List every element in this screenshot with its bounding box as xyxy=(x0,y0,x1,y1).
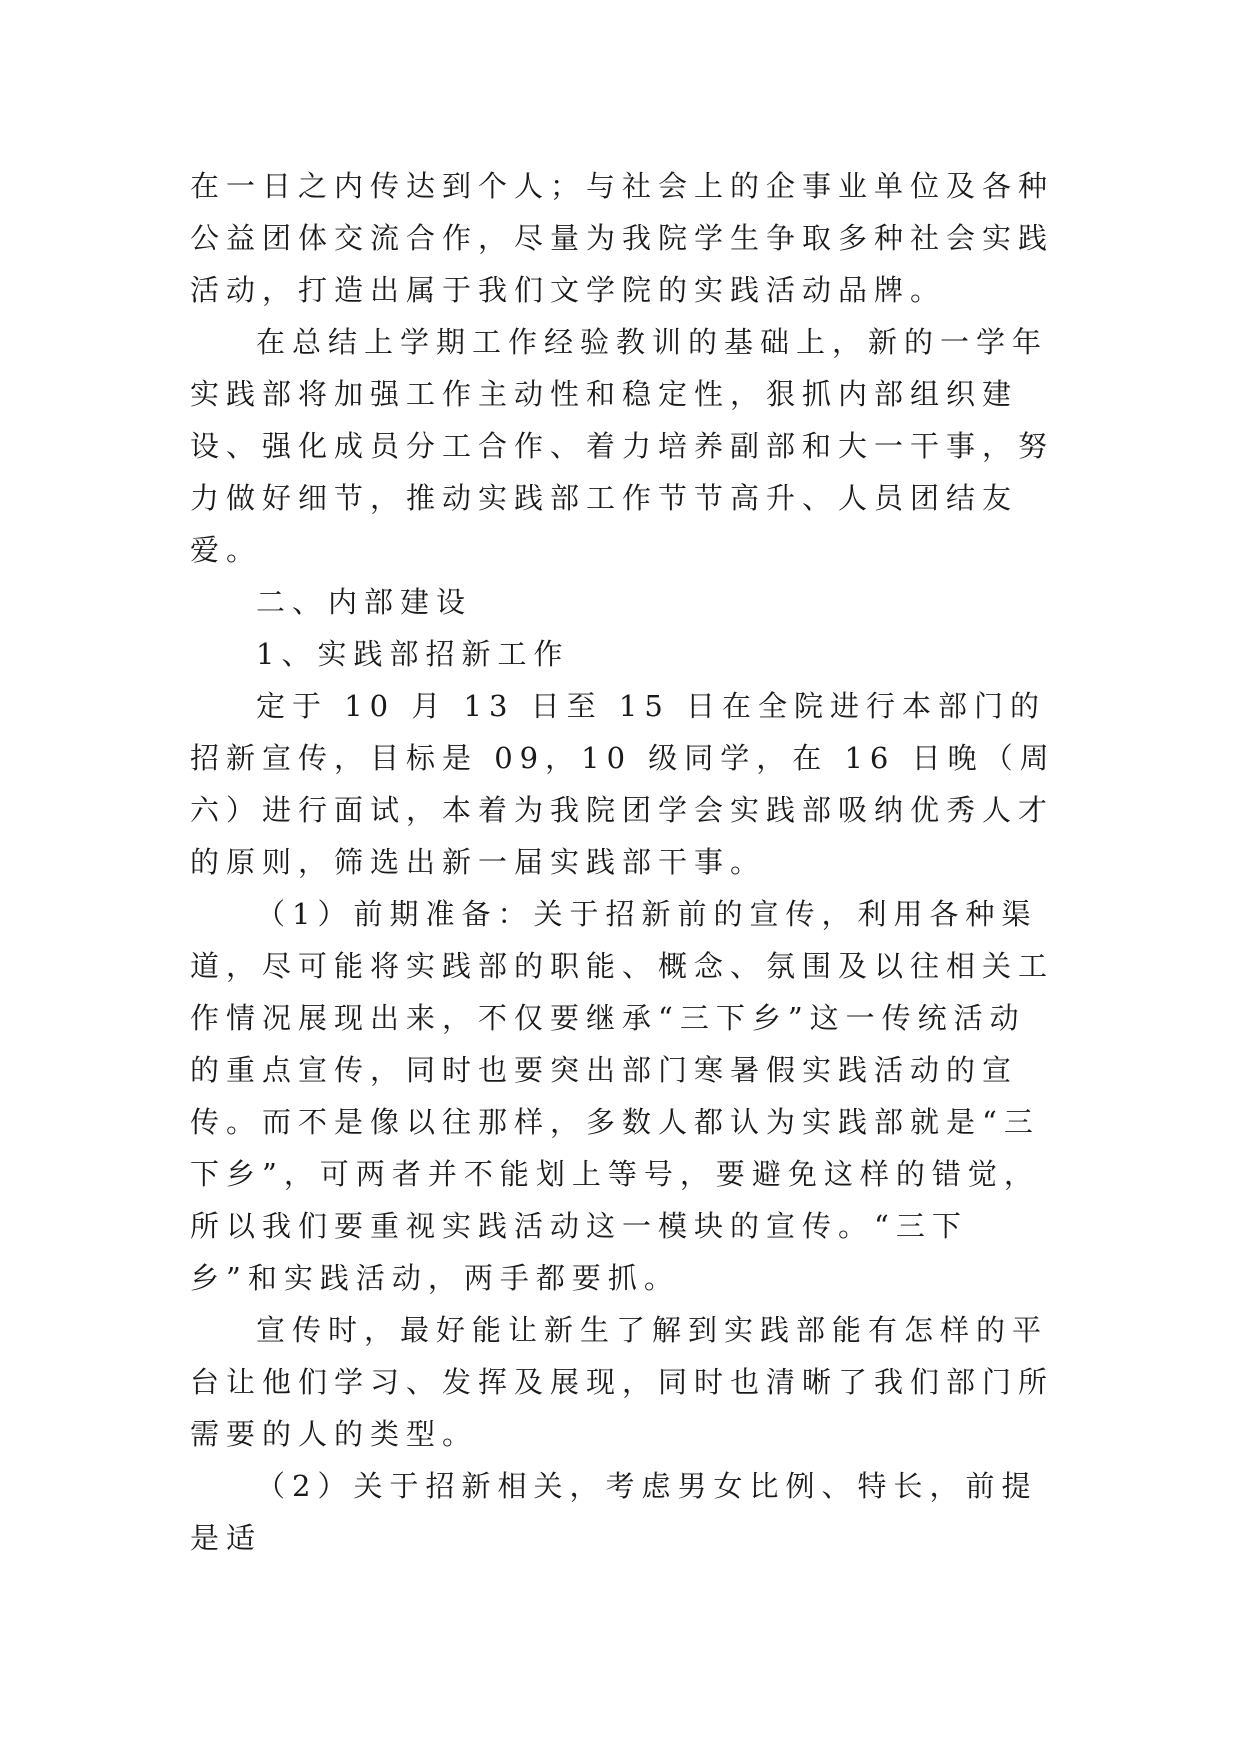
section-heading-internal-construction: 二、内部建设 xyxy=(256,585,473,619)
paragraph-summary: 在总结上学期工作经验教训的基础上，新的一学年实践部将加强工作主动性和稳定性，狠抓内部组织建设、强化成员分工合作、着力培养副部和大一干事，努力做好细节，推动实践部工作节节高升、人员团结友爱。 xyxy=(190,325,1055,567)
subsection-heading-recruitment: 1、实践部招新工作 xyxy=(256,637,570,671)
paragraph-preparation: （1）前期准备：关于招新前的宣传，利用各种渠道，尽可能将实践部的职能、概念、氛围及以往相关工作情况展现出来，不仅要继承“三下乡”这一传统活动的重点宣传，同时也要突出部门寒暑假实践活动的宣传。而不是像以往那样，多数人都认为实践部就是“三下乡”，可两者并不能划上等号，要避免这样的错觉，所以我们要重视实践活动这一模块的宣传。“三下乡”和实践活动，两手都要抓。 xyxy=(190,897,1055,1295)
document-body xyxy=(190,160,1060,1564)
paragraph-continuation: 在一日之内传达到个人；与社会上的企事业单位及各种公益团体交流合作，尽量为我院学生争取多种社会实践活动，打造出属于我们文学院的实践活动品牌。 xyxy=(190,169,1055,307)
paragraph-recruitment-schedule: 定于 10 月 13 日至 15 日在全院进行本部门的招新宣传，目标是 09，10 级同学，在 16 日晚（周六）进行面试，本着为我院团学会实践部吸纳优秀人才的原则，筛选出新一届实践部干事。 xyxy=(190,689,1056,879)
paragraph-publicity: 宣传时，最好能让新生了解到实践部能有怎样的平台让他们学习、发挥及展现，同时也清晰了我们部门所需要的人的类型。 xyxy=(190,1313,1055,1451)
paragraph-recruitment-related: （2）关于招新相关，考虑男女比例、特长，前提是适 xyxy=(190,1469,1038,1555)
